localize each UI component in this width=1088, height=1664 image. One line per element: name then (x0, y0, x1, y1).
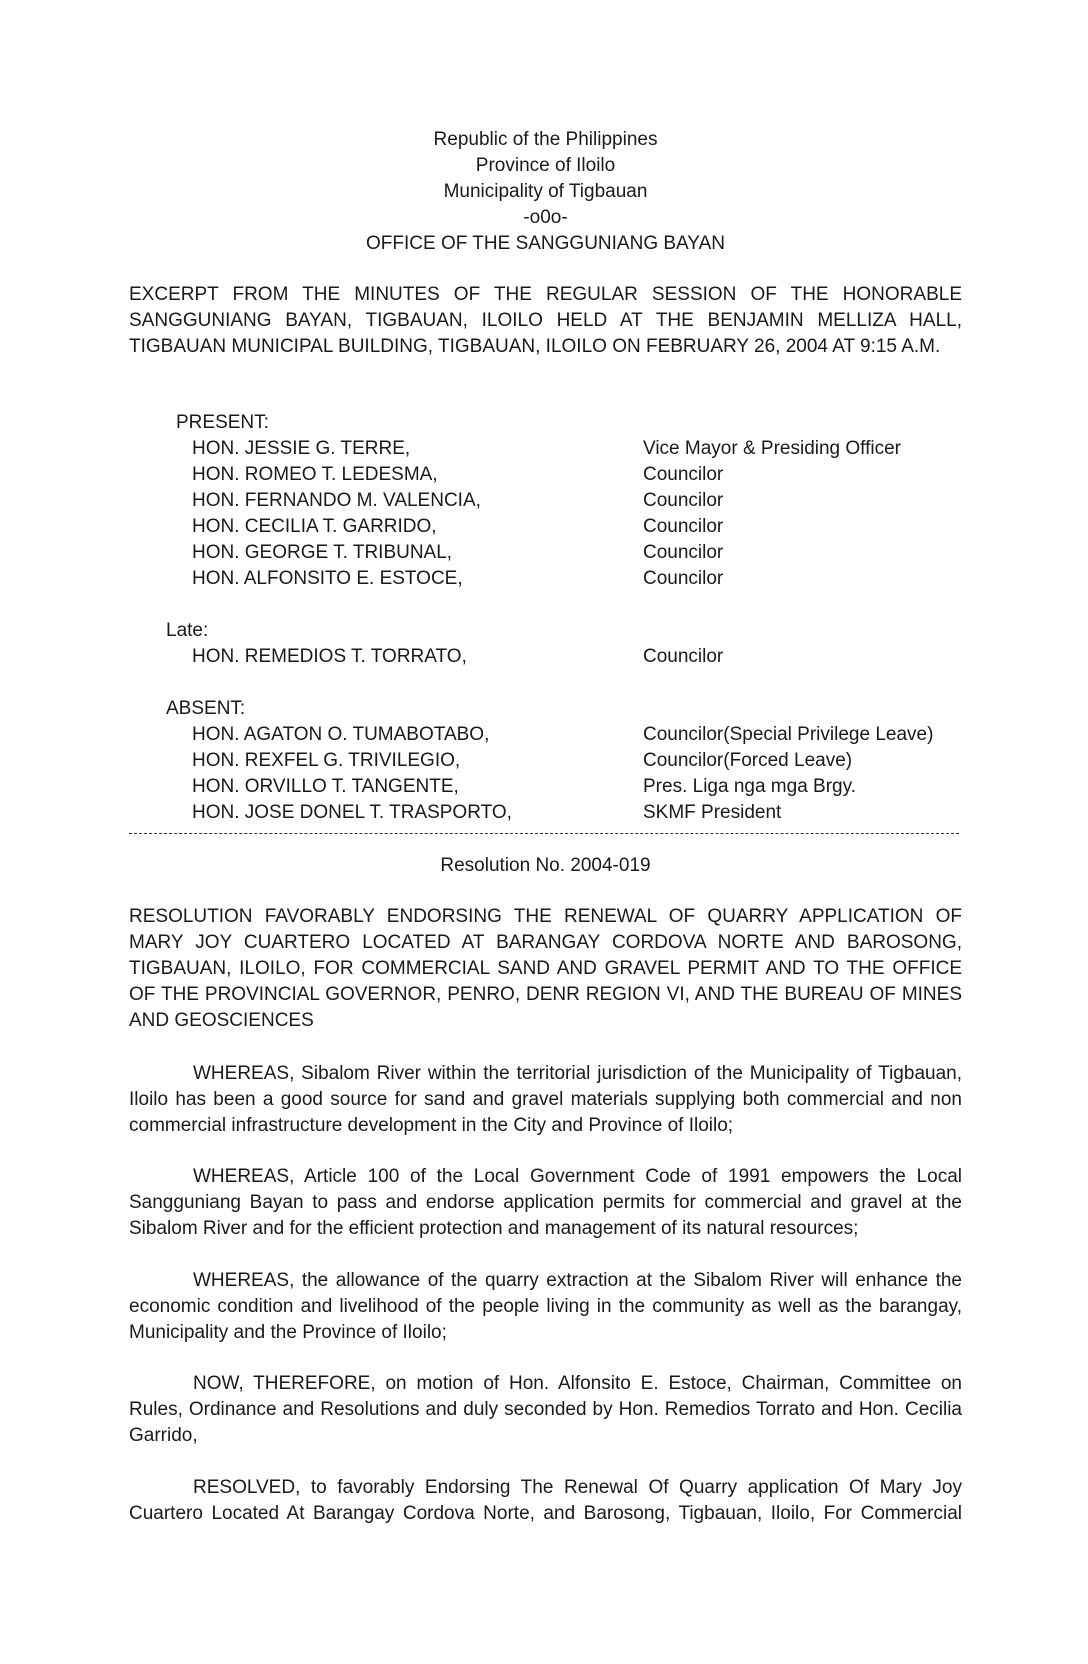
absent-heading: ABSENT: (166, 698, 246, 719)
member-position: Councilor (643, 568, 724, 589)
member-position: Councilor(Special Privilege Leave) (643, 724, 934, 745)
document-header (129, 127, 962, 257)
excerpt-paragraph: EXCERPT FROM THE MINUTES OF THE REGULAR SESSION OF THE HONORABLE SANGGUNIANG BAYAN, TIGBAUAN, ILOILO HELD AT THE BENJAMIN MELLIZA HALL, TIGBAUAN MUNICIPAL BUILDING, TIGBAUAN, ILOILO ON FEBRUARY 26, 2004 AT 9:15 A.M. (129, 284, 962, 357)
resolution-number: Resolution No. 2004-019 (440, 855, 651, 876)
attendance-row (0, 488, 1088, 514)
member-position: Pres. Liga nga mga Brgy. (643, 776, 856, 797)
attendance-row (0, 436, 1088, 462)
member-position: Councilor (643, 646, 724, 667)
attendance-row (0, 514, 1088, 540)
resolved-paragraph: RESOLVED, to favorably Endorsing The Renewal Of Quarry application Of Mary Joy Cuartero Located At Barangay Cordova Norte, and Barosong, Tigbauan, Iloilo, For Commercial (129, 1477, 962, 1524)
whereas-paragraph-1: WHEREAS, Sibalom River within the territorial jurisdiction of the Municipality of Tigbauan, Iloilo has been a good source for sand and gravel materials supplying both commercial and non commercial infrastructure development in the City and Province of Iloilo; (129, 1063, 962, 1136)
member-position: Vice Mayor & Presiding Officer (643, 438, 902, 459)
member-name: HON. FERNANDO M. VALENCIA, (192, 490, 481, 511)
now-therefore-paragraph: NOW, THEREFORE, on motion of Hon. Alfonsito E. Estoce, Chairman, Committee on Rules, Ordinance and Resolutions and duly seconded by Hon. Remedios Torrato and Hon. Cecilia Garrido, (129, 1373, 962, 1446)
member-name: HON. ALFONSITO E. ESTOCE, (192, 568, 463, 589)
member-name: HON. REMEDIOS T. TORRATO, (192, 646, 467, 667)
whereas-paragraph-2: WHEREAS, Article 100 of the Local Government Code of 1991 empowers the Local Sangguniang Bayan to pass and endorse application permits for commercial and gravel at the Sibalom River and for the efficient protection and management of its natural resources; (129, 1166, 962, 1239)
attendance-row (0, 540, 1088, 566)
header-republic: Republic of the Philippines (433, 129, 658, 150)
attendance-row (0, 462, 1088, 488)
member-position: Councilor (643, 490, 724, 511)
header-municipality: Municipality of Tigbauan (443, 181, 648, 202)
header-office: OFFICE OF THE SANGGUNIANG BAYAN (366, 233, 725, 254)
member-position: Councilor (643, 464, 724, 485)
attendance-row (0, 644, 1088, 670)
member-name: HON. ROMEO T. LEDESMA, (192, 464, 438, 485)
late-heading: Late: (166, 620, 209, 641)
member-position: SKMF President (643, 802, 782, 823)
member-name: HON. JOSE DONEL T. TRASPORTO, (192, 802, 512, 823)
attendance-row (0, 774, 1088, 800)
resolution-title: RESOLUTION FAVORABLY ENDORSING THE RENEWAL OF QUARRY APPLICATION OF MARY JOY CUARTERO LOCATED AT BARANGAY CORDOVA NORTE AND BAROSONG, TIGBAUAN, ILOILO, FOR COMMERCIAL SAND AND GRAVEL PERMIT AND TO THE OFFICE OF THE PROVINCIAL GOVERNOR, PENRO, DENR REGION VI, AND THE BUREAU OF MINES AND GEOSCIENCES (129, 906, 962, 1031)
member-name: HON. AGATON O. TUMABOTABO, (192, 724, 490, 745)
member-position: Councilor(Forced Leave) (643, 750, 853, 771)
present-heading: PRESENT: (176, 412, 269, 433)
attendance-row (0, 566, 1088, 592)
dashed-separator (129, 833, 959, 834)
whereas-paragraph-3: WHEREAS, the allowance of the quarry extraction at the Sibalom River will enhance the economic condition and livelihood of the people living in the community as well as the barangay, Municipality and the Province of Iloilo; (129, 1270, 962, 1343)
member-name: HON. CECILIA T. GARRIDO, (192, 516, 437, 537)
member-name: HON. REXFEL G. TRIVILEGIO, (192, 750, 461, 771)
header-ornament: -o0o- (523, 207, 568, 228)
attendance-row (0, 722, 1088, 748)
member-position: Councilor (643, 542, 724, 563)
attendance-row (0, 800, 1088, 826)
member-name: HON. JESSIE G. TERRE, (192, 438, 411, 459)
header-province: Province of Iloilo (475, 155, 616, 176)
attendance-row (0, 748, 1088, 774)
member-name: HON. GEORGE T. TRIBUNAL, (192, 542, 453, 563)
member-name: HON. ORVILLO T. TANGENTE, (192, 776, 459, 797)
member-position: Councilor (643, 516, 724, 537)
